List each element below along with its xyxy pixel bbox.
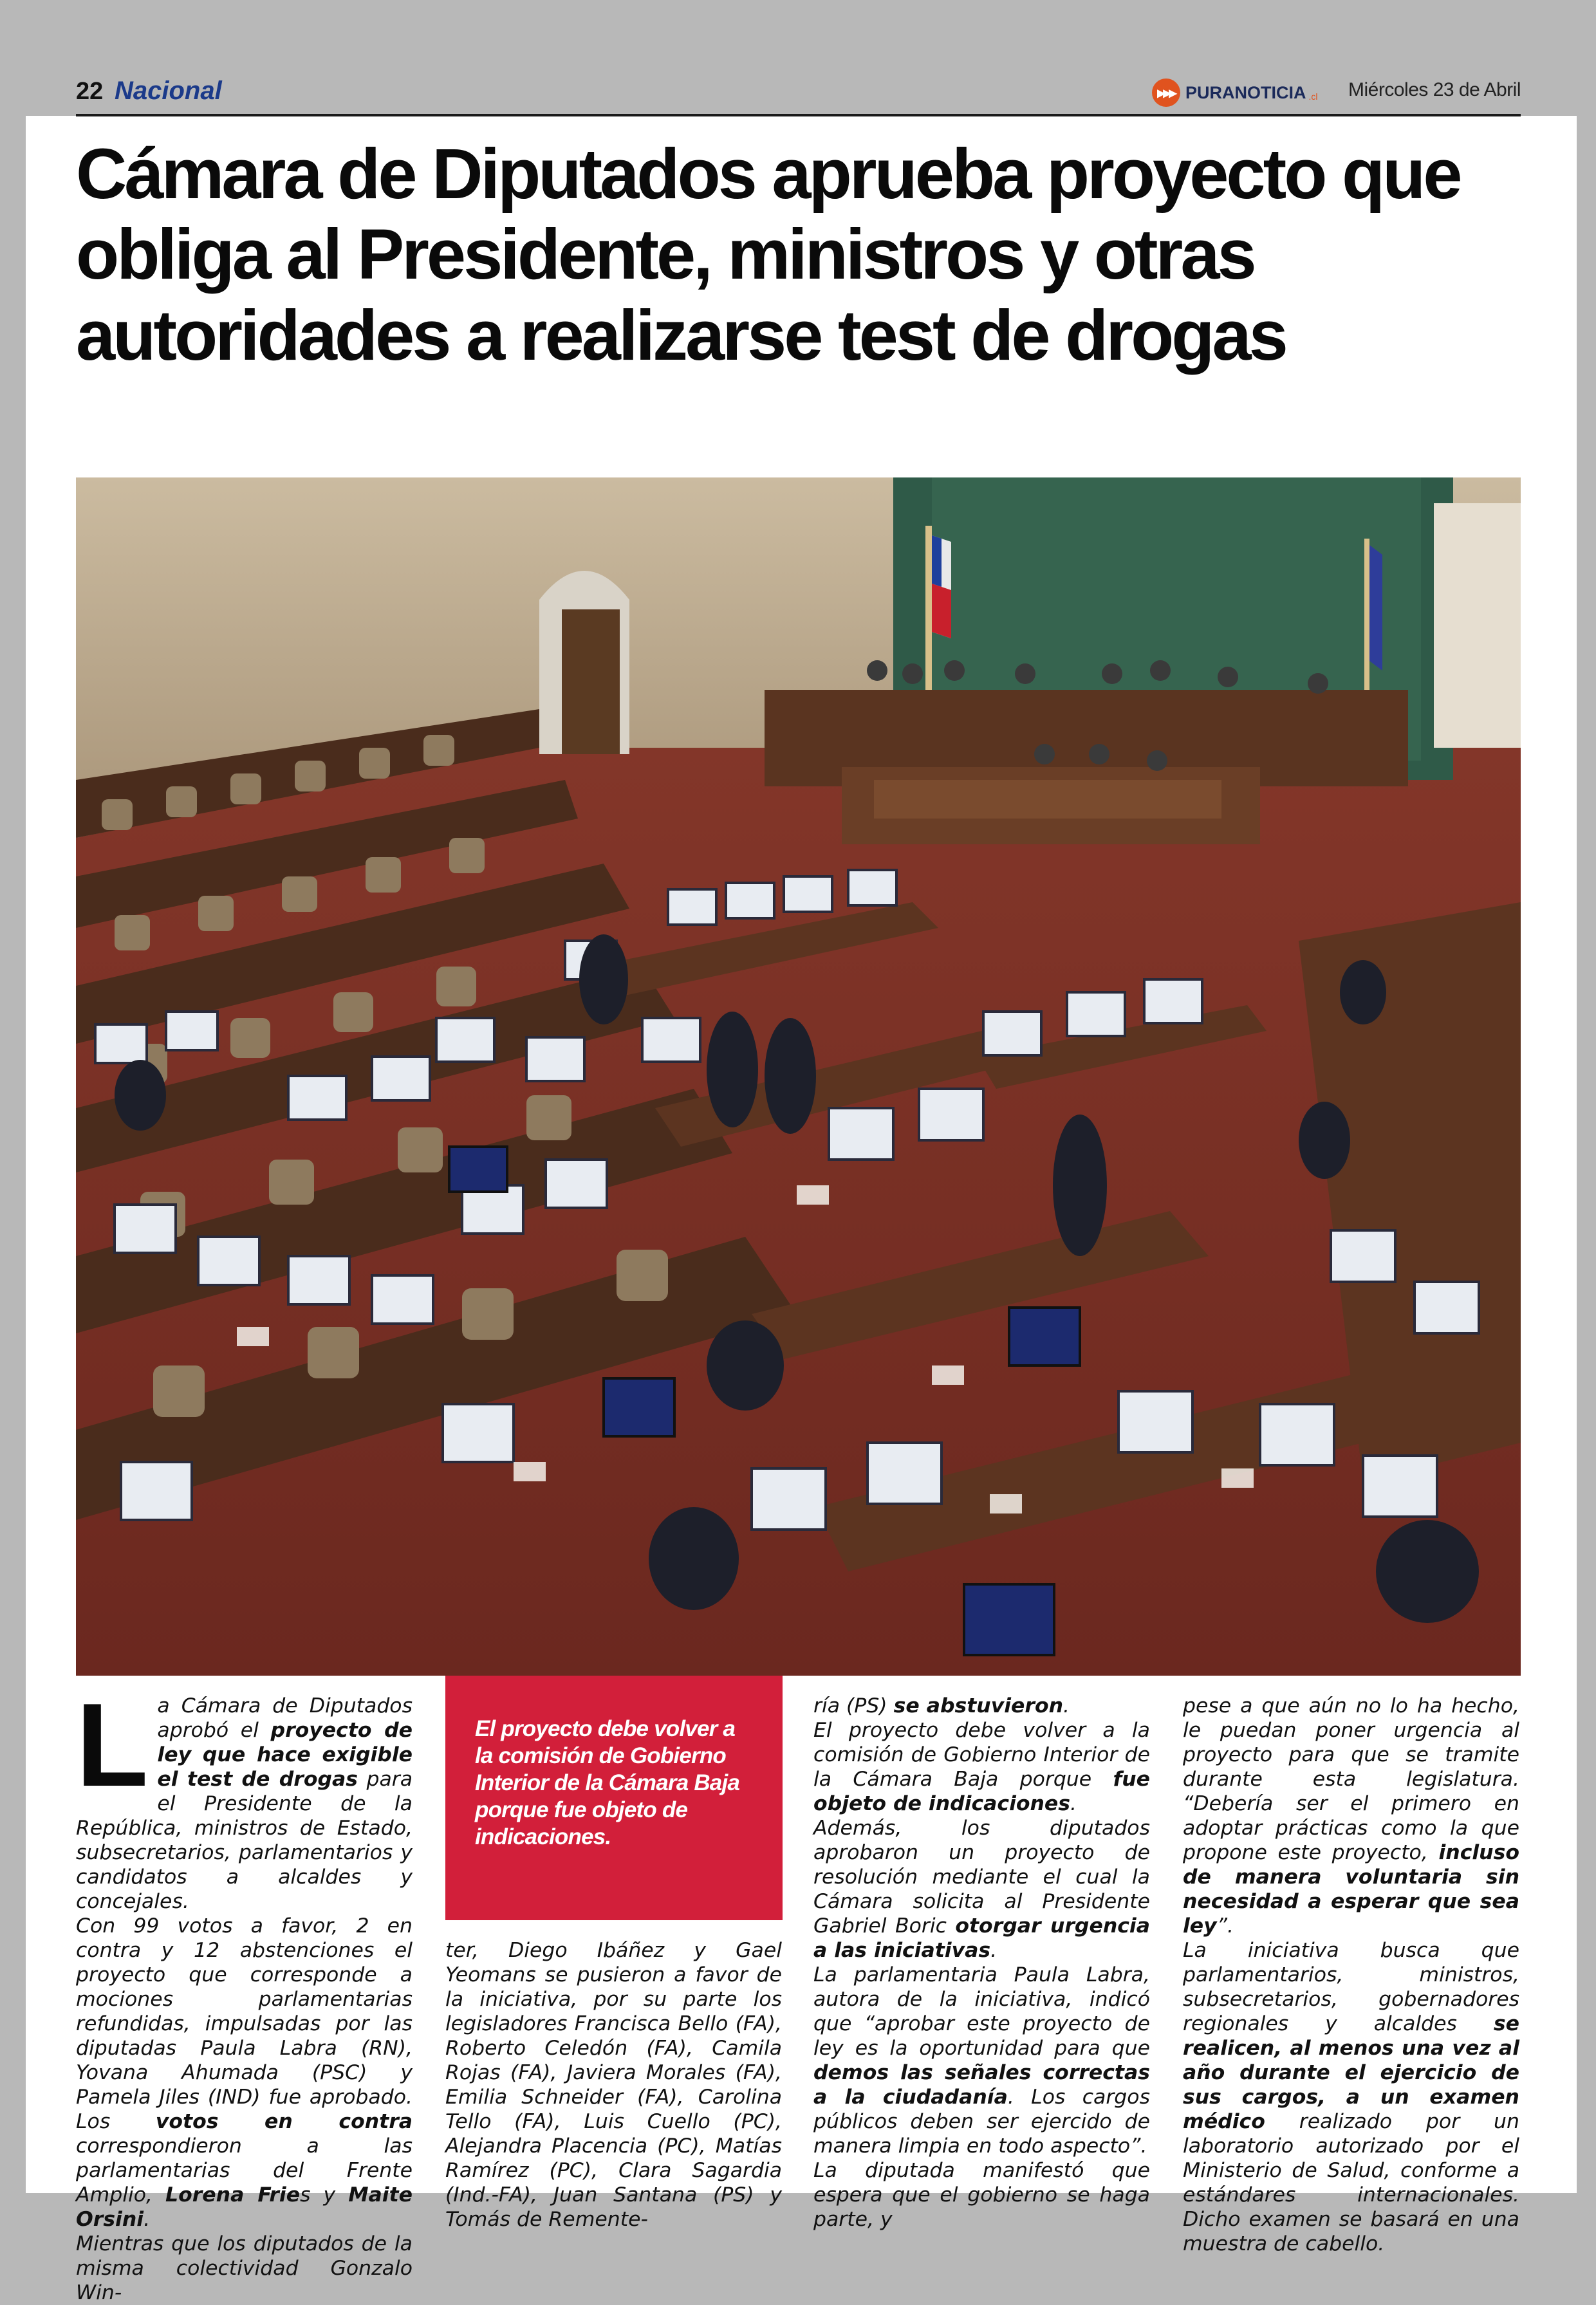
text-run: Con 99 votos a favor, 2 en contra y 12 abstenciones el proyecto que corresponde a mociones parlamentarias refundidas, impulsadas por las diputadas Paula Labra (RN), Yovana Ahumada (PSC) y Pamela Jiles (IND) fue aprobado. Los — [76, 1914, 413, 2133]
text-run: La parlamentaria Paula Labra, autora de la iniciativa, indicó que “aprobar este proyecto de ley es la oportunidad para que — [813, 1963, 1150, 2060]
drop-cap: L — [76, 1678, 149, 1811]
text-run: correspondieron a las parlamentarias del Frente Amplio, — [76, 2134, 413, 2207]
article-paragraph — [1183, 1694, 1519, 1938]
text-run: ”. — [1216, 1914, 1234, 1938]
bold-text: incluso de manera voluntaria sin necesidad a esperar que sea ley — [1183, 1841, 1519, 1938]
article-column-3 — [813, 1694, 1150, 2232]
bold-text: se realicen, al menos una vez al año durante el ejercicio de sus cargos, a un examen médico — [1183, 2012, 1519, 2133]
article-column-2 — [445, 1938, 782, 2232]
text-run: La iniciativa busca que parlamentarios, ministros, subsecretarios, gobernadores regionales y alcaldes — [1183, 1939, 1519, 2035]
text-run: Además, los diputados aprobaron un proyecto de resolución mediante el cual la Cámara solicita al Presidente Gabriel Boric — [813, 1817, 1150, 1938]
brand-tld: .cl — [1308, 91, 1318, 102]
pull-quote-text: El proyecto debe volver a la comisión de Gobierno Interior de la Cámara Baja porque fue objeto de indicaciones. — [475, 1716, 740, 1849]
article-paragraph — [813, 1718, 1150, 1816]
bold-text: fue objeto de indicaciones — [813, 1768, 1150, 1815]
column-text — [813, 1694, 1150, 2232]
article-paragraph — [813, 1694, 1150, 1718]
play-arrows-icon: ▸▸▸ — [1152, 79, 1180, 107]
text-run: . Los cargos públicos deben ser ejercido de manera limpia en todo aspecto”. — [813, 2086, 1150, 2158]
pull-quote — [445, 1676, 783, 1920]
bold-text: Lorena Frie — [165, 2183, 301, 2207]
text-run: . — [1063, 1694, 1070, 1717]
article-paragraph — [76, 2232, 413, 2305]
article-paragraph — [445, 1938, 782, 2232]
text-run: . — [990, 1939, 998, 1962]
issue-date: Miércoles 23 de Abril — [1348, 79, 1521, 100]
article-paragraph — [813, 1963, 1150, 2158]
text-run: ter, Diego Ibáñez y Gael Yeomans se pusieron a favor de la iniciativa, por su parte los legisladores Francisca Bello (FA), Roberto Celedón (FA), Camila Rojas (FA), Javiera Morales (FA), Emilia Schneider (FA), Carolina Tello (FA), Luis Cuello (PC), Alejandra Placencia (PC), Matías Ramírez (PC), Clara Sagardia (Ind.-FA), Juan Santana (PS) y Tomás de Remente- — [445, 1939, 782, 2231]
bold-text: Maite Orsini — [76, 2183, 413, 2231]
text-run: realizado por un laboratorio autorizado por el Ministerio de Salud, conforme a estándares internacionales. Dicho examen se basará en una muestra de cabello. — [1183, 2110, 1519, 2255]
text-run: para el Presidente de la República, ministros de Estado, subsecretarios, parlamentarios y candidatos a alcaldes y concejales. — [76, 1768, 413, 1913]
bold-text: se abstuvieron — [893, 1694, 1064, 1717]
article-paragraph — [813, 2158, 1150, 2232]
article-photo — [76, 477, 1521, 1676]
article-column-1 — [76, 1678, 413, 2305]
bold-text: demos las señales correctas a la ciudadanía — [813, 2061, 1150, 2109]
brand-name: PURANOTICIA — [1185, 82, 1306, 102]
bold-text: votos en contra — [155, 2110, 413, 2133]
column-text — [445, 1938, 782, 2232]
article-paragraph — [813, 1816, 1150, 1963]
article-paragraph — [1183, 1938, 1519, 2256]
bold-text: proyecto de ley que hace exigible el test de drogas — [157, 1719, 413, 1791]
column-text — [1183, 1694, 1519, 2256]
text-run: . — [144, 2208, 151, 2231]
page-number: 22 — [76, 78, 104, 105]
text-run: ría (PS) — [813, 1694, 894, 1717]
text-run: La diputada manifestó que espera que el gobierno se haga parte, y — [813, 2159, 1150, 2231]
text-run: a Cámara de Diputados aprobó el — [157, 1694, 413, 1742]
text-run: pese a que aún no lo ha hecho, le puedan poner urgencia al proyecto para que se tramite durante esta legislatura. “Debería ser el primero en adoptar prácticas como la que propone este proyecto, — [1183, 1694, 1519, 1864]
text-run: s y — [300, 2183, 349, 2207]
section-name: Nacional — [115, 77, 222, 105]
text-run: Mientras que los diputados de la misma colectividad Gonzalo Win- — [76, 2232, 413, 2304]
article-headline: Cámara de Diputados aprueba proyecto que obliga al Presidente, ministros y otras autoridades a realizarse test de drogas — [76, 134, 1460, 375]
brand-logo — [1152, 77, 1318, 109]
article-column-4 — [1183, 1694, 1519, 2256]
bold-text: otorgar urgencia a las iniciativas — [813, 1914, 1150, 1962]
page-header — [76, 74, 1521, 116]
article-paragraph — [76, 1914, 413, 2232]
text-run: El proyecto debe volver a la comisión de Gobierno Interior de la Cámara Baja porque — [813, 1719, 1150, 1791]
text-run: . — [1070, 1792, 1077, 1815]
